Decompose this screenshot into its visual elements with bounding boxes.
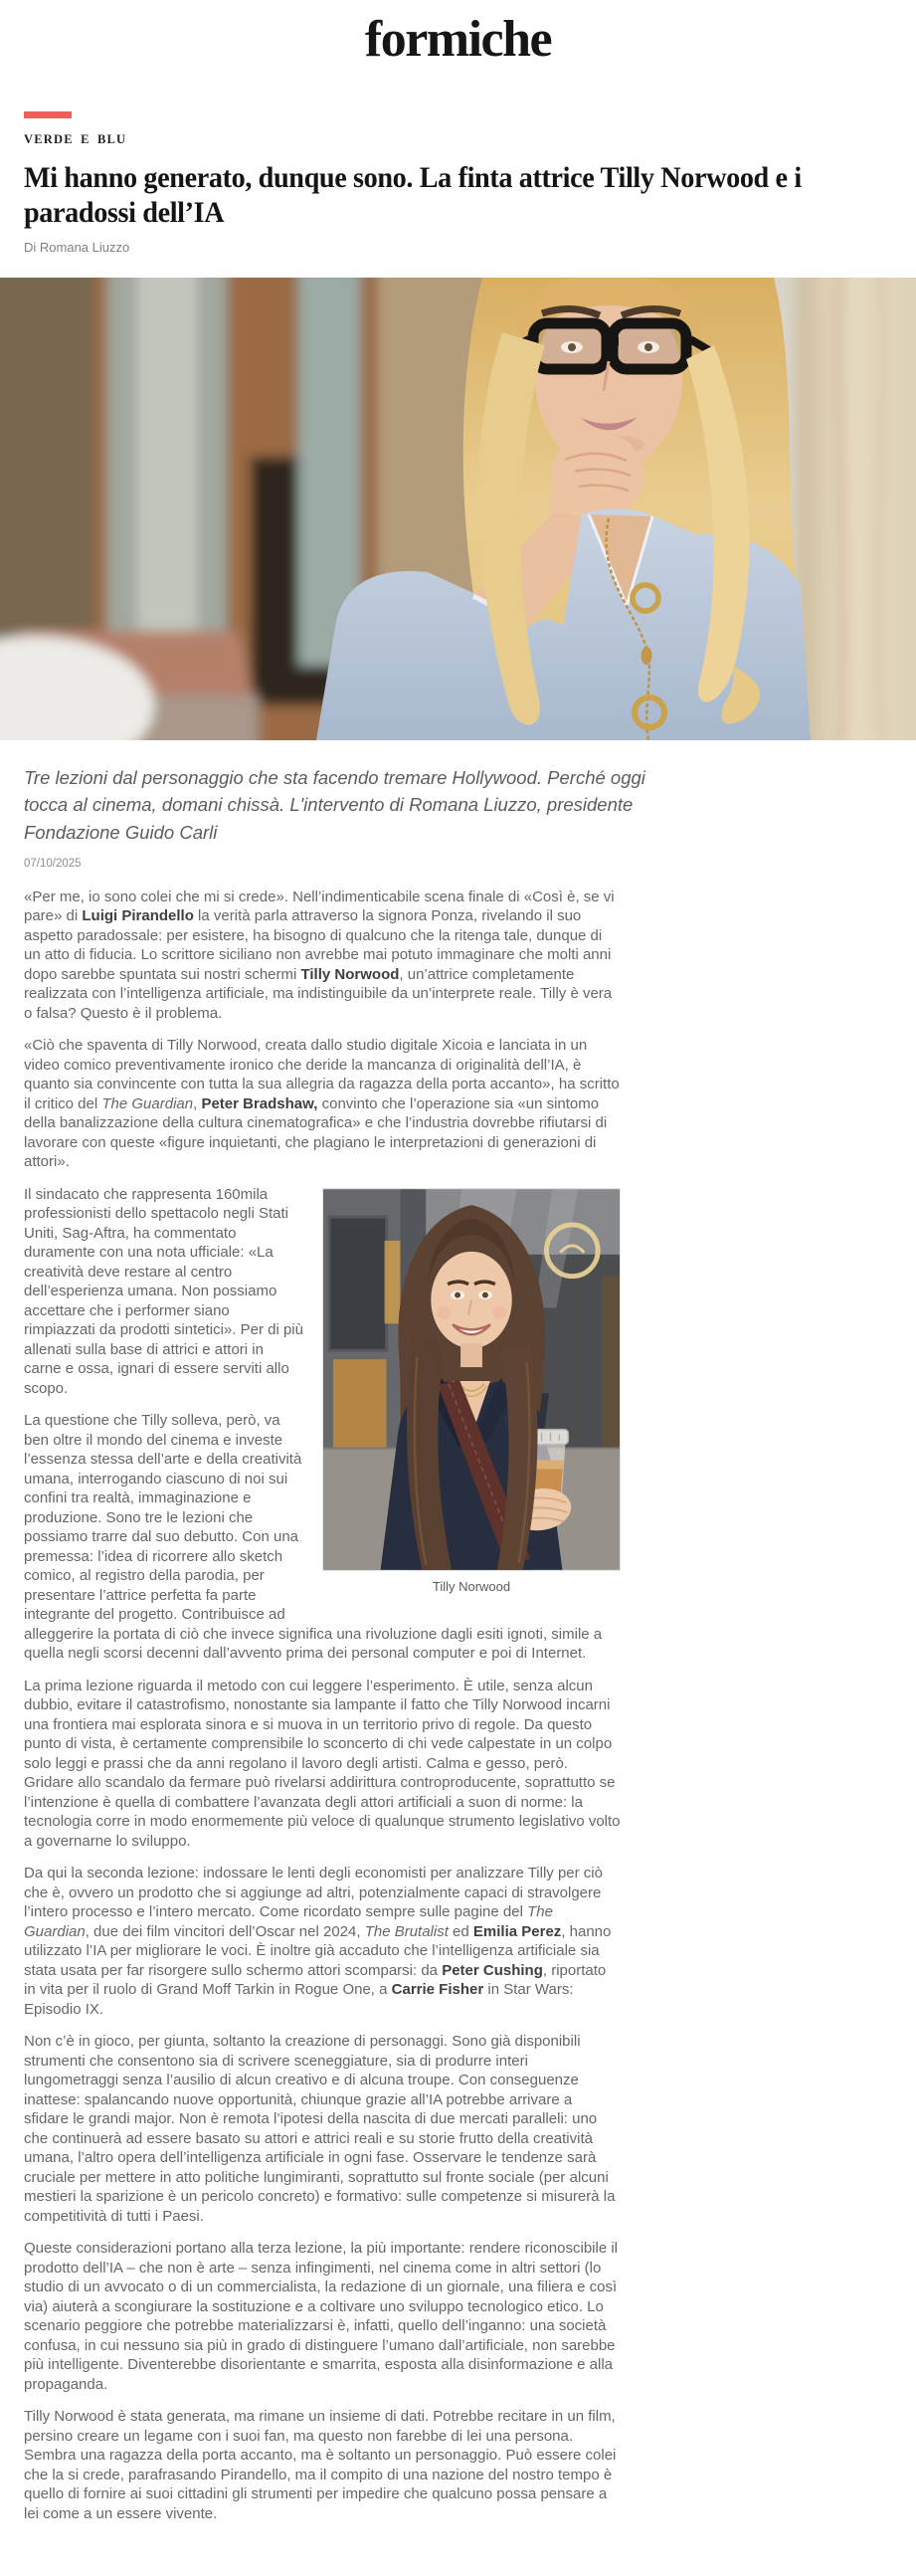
text-segment: Peter Cushing: [442, 1961, 543, 1979]
text-segment: La prima lezione riguarda il metodo con cui leggere l’esperimento. È utile, senza alcun dubbio, evitare il catastrofismo, nonostante sia lampante il fatto che Tilly Norwood incarni una frontiera mai esplorata sinora e si muova in un territorio privo di regole. Da questo punto di vista, è certamente comprensibile lo sconcerto di chi vede calpestate in un colpo solo leggi e prassi che da anni regolano il lavoro degli artisti. Calma e gesso, però. Gridare allo scandalo da fermare può rivelarsi addirittura controproducente, soprattutto se l’intenzione è quella di combattere l’avanzata degli attori artificiali a suon di norme: la tecnologia corre in modo enormemente più veloce di qualunque strumento legislativo volto a governarne lo sviluppo.: [24, 1677, 621, 1850]
text-segment: Carrie Fisher: [391, 1981, 484, 1999]
site-header: [0, 0, 916, 66]
bottom-whitespace: [24, 2536, 892, 2576]
text-segment: Non c’è in gioco, per giunta, soltanto la creazione di personaggi. Sono già disponibili strumenti che consentono sia di scrivere sceneggiature, sia di produrre interi lungometraggi senza l’ausilio di alcun creativo e di alcuna troupe. Con conseguenze inattese: spalancando nuove opportunità, chiunque grazie all’IA potrebbe arrivare a sfidare le grandi major. Non è remota l’ipotesi della nascita di due mercati paralleli: uno che continuerà ad essere basato su attori e attrici reali e su storie frutto della creatività umana, l’altro opera dell’intelligenza artificiale in ogni fase. Osservare le tendenze sarà cruciale per mettere in atto politiche lungimiranti, soprattutto sul fronte sociale (per alcuni mestieri la sparizione è un pericolo concreto) e formativo: sulle competenze si misurerà la competitività di tutti i Paesi.: [24, 2033, 616, 2225]
text-segment: La questione che Tilly solleva, però, va ben oltre il mondo del cinema e investe l’essenza stessa dell’arte e della creatività umana, interrogando ciascuno di noi sui confini tra realtà, immaginazione e produzione. Sono tre le lezioni che possiamo trarre dal suo debutto. Con una premessa: l’idea di ricorrere allo sketch comico, al registro della parodia, per presentare l’attrice perfetta fa parte integrante del progetto. Contribuisce ad alleggerire la portata di ciò che invece significa una rivoluzione dagli esiti ignoti, simile a quella negli scorsi decenni dall’avvento prima dei personal computer e poi di Internet.: [24, 1412, 603, 1663]
hero-image: [0, 278, 916, 740]
article-body-main: [24, 1185, 621, 2537]
text-segment: ,: [193, 1094, 202, 1112]
inline-photo-figure: [322, 1188, 621, 1596]
article-head: [0, 111, 916, 255]
text-segment: Peter Bradshaw,: [201, 1094, 318, 1112]
article-date: 07/10/2025: [24, 857, 82, 870]
text-segment: «Per me, io sono colei che mi si crede». Nell’indimenticabile scena finale di «Così è, se vi pare» di: [24, 888, 615, 925]
text-segment: Tilly Norwood è stata generata, ma rimane un insieme di dati. Potrebbe recitare in un film, persino creare un legame con i suoi fan, ma questo non farebbe di lei una persona. Sembra una ragazza della porta accanto, ma è soltanto un personaggio. Può essere colei che la si crede, parafrasando Pirandello, ma il compito di una nazione del nostro tempo è quello di fornire ai suoi cittadini gli strumenti per impedire che qualcuno possa pensare a lei come a un essere vivente.: [24, 2408, 617, 2522]
article-body: [24, 888, 621, 2537]
category-label[interactable]: VERDE E BLU: [24, 132, 127, 146]
text-segment: , riportato in vita per il ruolo di Grand Moff Tarkin in Rogue One, a: [24, 1961, 607, 1999]
text-segment: The Guardian: [101, 1094, 194, 1112]
text-segment: The Guardian: [24, 1903, 553, 1940]
article-paragraph: [24, 1036, 621, 1172]
text-segment: «Ciò che spaventa di Tilly Norwood, creata dallo studio digitale Xicoia e lanciata in un video comico preventivamente ironico che deride la mancanza di originalità dell’IA, è quanto sia convincente con tutta la sua allegria da ragazza della porta accanto», ha scritto il critico del: [24, 1037, 620, 1112]
article-title: Mi hanno generato, dunque sono. La finta attrice Tilly Norwood e i paradossi dell’IA: [24, 161, 802, 230]
accent-bar: [24, 111, 72, 118]
article-byline: Di Romana Liuzzo: [24, 239, 130, 255]
article-paragraph: [24, 2407, 621, 2523]
text-segment: Da qui la seconda lezione: indossare le lenti degli economisti per analizzare Tilly per ciò che è, ovvero un prodotto che si aggiunge ad altri, potenzialmente capaci di stravolgere l’intero processo e l’intero mercato. Come ricordato sempre sulle pagine del: [24, 1865, 603, 1921]
text-segment: Queste considerazioni portano alla terza lezione, la più importante: rendere riconoscibile il prodotto dell’IA – che non è arte – senza infingimenti, nel cinema come in altri settori (lo studio di un avvocato o di un commercialista, la redazione di un giornale, una filiera e così via) aiuterà a scongiurare la sostituzione e a coltivare uno sviluppo tecnologico etico. Lo scenario peggiore che potrebbe materializzarsi è, infatti, quello dell’inganno: una società confusa, in cui nessuno sia più in grado di distinguere l’umano dall’artificiale, non sarebbe più intelligente. Diventerebbe disorientante e smarrita, esposta alla disinformazione e alla propaganda.: [24, 2240, 618, 2393]
text-segment: la verità parla attraverso la signora Ponza, rivelando il suo aspetto paradossale: per esistere, ha bisogno di qualcuno che la ritenga tale, dunque di un atto di fiducia. Lo scrittore siciliano non avrebbe mai potuto immaginare che molti anni dopo sarebbe spuntata sui nostri schermi: [24, 907, 612, 983]
article-lede: Tre lezioni dal personaggio che sta facendo tremare Hollywood. Perché oggi tocca al cinema, domani chissà. L'intervento di Romana Liuzzo, presidente Fondazione Guido Carli: [24, 766, 645, 843]
text-segment: convinto che l’operazione sia «un sintomo della banalizzazione della cultura cinematografica» e che l’industria dovrebbe rifiutarsi di lavorare con queste «figure inquietanti, che plagiano le interpretazioni di generazioni di attori».: [24, 1094, 608, 1171]
text-segment: Tilly Norwood: [300, 965, 400, 983]
tilly-norwood-photo: [322, 1188, 621, 1571]
article-paragraph: [24, 2239, 621, 2394]
hero-figure: [0, 278, 916, 740]
article-body-intro: [24, 888, 621, 1172]
text-segment: Il sindacato che rappresenta 160mila professionisti dello spettacolo negli Stati Uniti, Sag-Aftra, ha commentato duramente con una nota ufficiale: «La creatività deve restare al centro dell’esperienza umana. Non possiamo accettare che i performer siano rimpiazzati da prodotti sintetici». Per di più allenati sulla base di attrici e attori in carne e ossa, ignari di essere serviti allo scopo.: [24, 1185, 303, 1397]
text-segment: Luigi Pirandello: [82, 907, 194, 925]
article-paragraph: [24, 1864, 621, 2019]
text-segment: in Star Wars: Episodio IX.: [24, 1981, 574, 2018]
text-segment: The Brutalist: [364, 1922, 449, 1940]
text-segment: Emilia Perez: [472, 1922, 562, 1940]
text-segment: , due dei film vincitori dell’Oscar nel 2024,: [85, 1922, 365, 1940]
article-paragraph: [24, 2032, 621, 2226]
text-segment: , hanno utilizzato l’IA per migliorare le voci. È inoltre già accaduto che l’intelligenza artificiale sia stata usata per far risorgere sullo schermo attori scomparsi: da: [24, 1922, 612, 1979]
article-paragraph: [24, 1677, 621, 1852]
photo-caption: Tilly Norwood: [432, 1578, 511, 1594]
article-paragraph: [24, 888, 621, 1024]
site-logo[interactable]: formiche: [364, 11, 552, 68]
text-segment: , un’attrice completamente realizzata con l’intelligenza artificiale, ma indistinguibile da un’interprete reale. Tilly è vera o falsa? Questo è il problema.: [24, 965, 613, 1022]
text-segment: ed: [448, 1922, 473, 1940]
